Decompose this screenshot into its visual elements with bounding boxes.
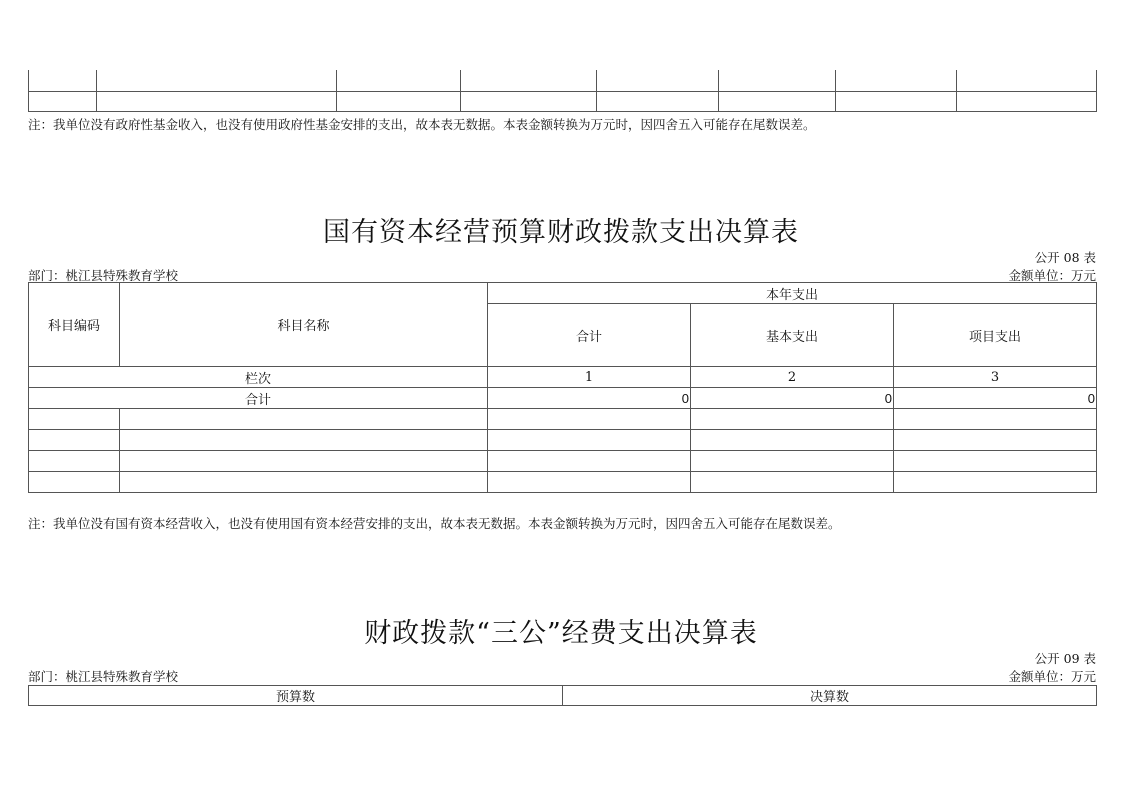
basic-value: 0	[691, 388, 894, 409]
table-row	[29, 91, 1097, 111]
table-row	[29, 367, 1097, 388]
department-label: 部门：桃江县特殊教育学校	[28, 268, 179, 283]
project-value: 0	[894, 388, 1097, 409]
header-budget: 预算数	[29, 686, 563, 706]
total-row-label: 合计	[29, 388, 488, 409]
header-basic: 基本支出	[691, 304, 894, 367]
three-public-expenses-table	[28, 685, 1097, 706]
previous-table-tail	[28, 70, 1097, 112]
unit-label: 金额单位：万元	[1008, 268, 1096, 283]
page-title: 财政拨款“三公”经费支出决算表	[364, 618, 758, 649]
header-group: 本年支出	[488, 283, 1097, 304]
footnote: 注：我单位没有政府性基金收入，也没有使用政府性基金安排的支出，故本表无数据。本表金额转换为万元时，因四舍五入可能存在尾数误差。	[28, 117, 816, 132]
footnote: 注：我单位没有国有资本经营收入，也没有使用国有资本经营安排的支出，故本表无数据。本表金额转换为万元时，因四舍五入可能存在尾数误差。	[28, 516, 841, 531]
header-total: 合计	[488, 304, 691, 367]
table-row	[29, 472, 1097, 493]
header-project: 项目支出	[894, 304, 1097, 367]
total-value: 0	[488, 388, 691, 409]
column-number: 2	[691, 367, 894, 388]
table-code: 公开 08 表	[1034, 250, 1096, 265]
header-name: 科目名称	[120, 283, 488, 367]
table-code: 公开 09 表	[1034, 651, 1096, 666]
page-title: 国有资本经营预算财政拨款支出决算表	[323, 217, 799, 248]
table-row	[29, 388, 1097, 409]
column-number: 1	[488, 367, 691, 388]
header-code: 科目编码	[29, 283, 120, 367]
table-row	[29, 70, 1097, 91]
header-final: 决算数	[563, 686, 1097, 706]
table-row	[29, 451, 1097, 472]
column-row-label: 栏次	[29, 367, 488, 388]
department-label: 部门：桃江县特殊教育学校	[28, 669, 179, 684]
unit-label: 金额单位：万元	[1008, 669, 1096, 684]
column-number: 3	[894, 367, 1097, 388]
state-capital-expenditure-table	[28, 282, 1097, 493]
table-row	[29, 430, 1097, 451]
table-row	[29, 409, 1097, 430]
